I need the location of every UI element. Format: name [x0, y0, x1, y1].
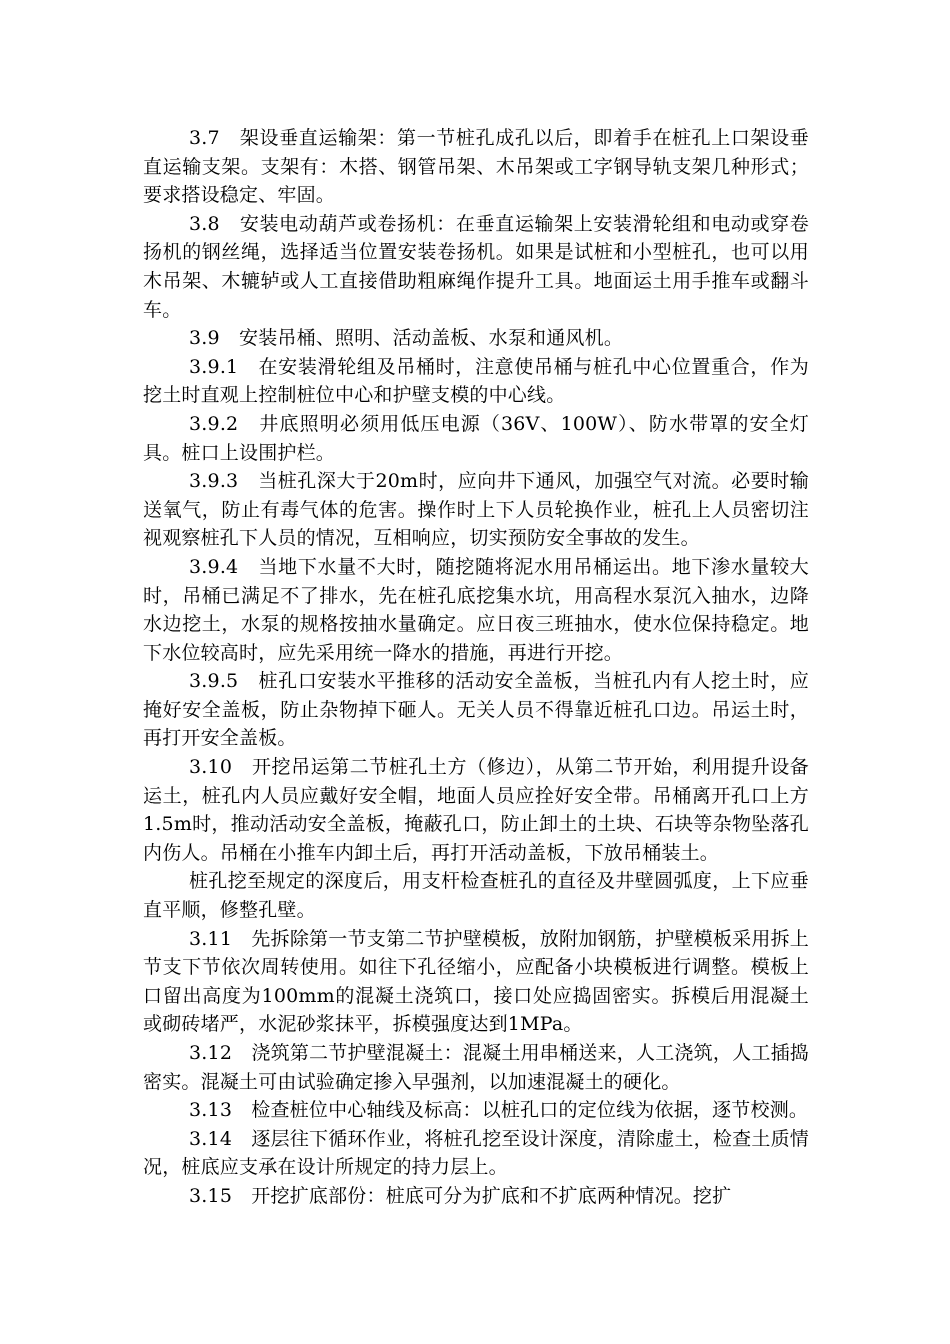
paragraph-3-9-2: 3.9.2 井底照明必须用低压电源（36V、100W）、防水带罩的安全灯具。桩口上设围护栏。: [143, 412, 809, 464]
paragraph-3-9-1: 3.9.1 在安装滑轮组及吊桶时，注意使吊桶与桩孔中心位置重合，作为挖土时直观上控制桩位中心和护壁支模的中心线。: [143, 355, 809, 407]
paragraph-3-10: 3.10 开挖吊运第二节桩孔土方（修边），从第二节开始，利用提升设备运土，桩孔内人员应戴好安全帽，地面人员应拴好安全带。吊桶离开孔口上方1.5m时，推动活动安全盖板，掩蔽孔口，防止卸土的土块、石块等杂物坠落孔内伤人。吊桶在小推车内卸土后，再打开活动盖板，下放吊桶装土。: [143, 756, 809, 864]
paragraph-3-10-continued: 桩孔挖至规定的深度后，用支杆检查桩孔的直径及井壁圆弧度，上下应垂直平顺，修整孔壁。: [143, 870, 809, 922]
paragraph-3-9-5: 3.9.5 桩孔口安装水平推移的活动安全盖板，当桩孔内有人挖土时，应掩好安全盖板，防止杂物掉下砸人。无关人员不得靠近桩孔口边。吊运土时，再打开安全盖板。: [143, 670, 809, 750]
paragraph-3-13: 3.13 检查桩位中心轴线及标高：以桩孔口的定位线为依据，逐节校测。: [189, 1099, 809, 1122]
paragraph-3-9: 3.9 安装吊桶、照明、活动盖板、水泵和通风机。: [189, 327, 624, 350]
document-body: [143, 124, 809, 1211]
paragraph-3-9-3: 3.9.3 当桩孔深大于20m时，应向井下通风，加强空气对流。必要时输送氧气，防止有毒气体的危害。操作时上下人员轮换作业，桩孔上人员密切注视观察桩孔下人员的情况，互相响应，切实预防安全事故的发生。: [143, 470, 809, 550]
paragraph-3-8: 3.8 安装电动葫芦或卷扬机：在垂直运输架上安装滑轮组和电动或穿卷扬机的钢丝绳，选择适当位置安装卷扬机。如果是试桩和小型桩孔，也可以用木吊架、木辘轳或人工直接借助粗麻绳作提升工具。地面运土用手推车或翻斗车。: [143, 212, 809, 321]
paragraph-3-11: 3.11 先拆除第一节支第二节护壁模板，放附加钢筋，护壁模板采用拆上节支下节依次周转使用。如往下孔径缩小，应配备小块模板进行调整。模板上口留出高度为100mm的混凝土浇筑口，接口处应捣固密实。拆模后用混凝土或砌砖堵严，水泥砂浆抹平，拆模强度达到1MPa。: [143, 927, 809, 1036]
paragraph-3-7: 3.7 架设垂直运输架：第一节桩孔成孔以后，即着手在桩孔上口架设垂直运输支架。支架有：木搭、钢管吊架、木吊架或工字钢导轨支架几种形式；要求搭设稳定、牢固。: [143, 127, 809, 207]
paragraph-3-14: 3.14 逐层往下循环作业，将桩孔挖至设计深度，清除虚土，检查土质情况，桩底应支承在设计所规定的持力层上。: [143, 1127, 809, 1179]
paragraph-3-15: 3.15 开挖扩底部份：桩底可分为扩底和不扩底两种情况。挖扩: [189, 1184, 732, 1207]
paragraph-3-9-4: 3.9.4 当地下水量不大时，随挖随将泥水用吊桶运出。地下渗水量较大时，吊桶已满足不了排水，先在桩孔底挖集水坑，用高程水泵沉入抽水，边降水边挖土，水泵的规格按抽水量确定。应日夜三班抽水，使水位保持稳定。地下水位较高时，应先采用统一降水的措施，再进行开挖。: [143, 555, 809, 664]
paragraph-3-12: 3.12 浇筑第二节护壁混凝土：混凝土用串桶送来，人工浇筑，人工插捣密实。混凝土可由试验确定掺入早强剂，以加速混凝土的硬化。: [143, 1042, 809, 1093]
